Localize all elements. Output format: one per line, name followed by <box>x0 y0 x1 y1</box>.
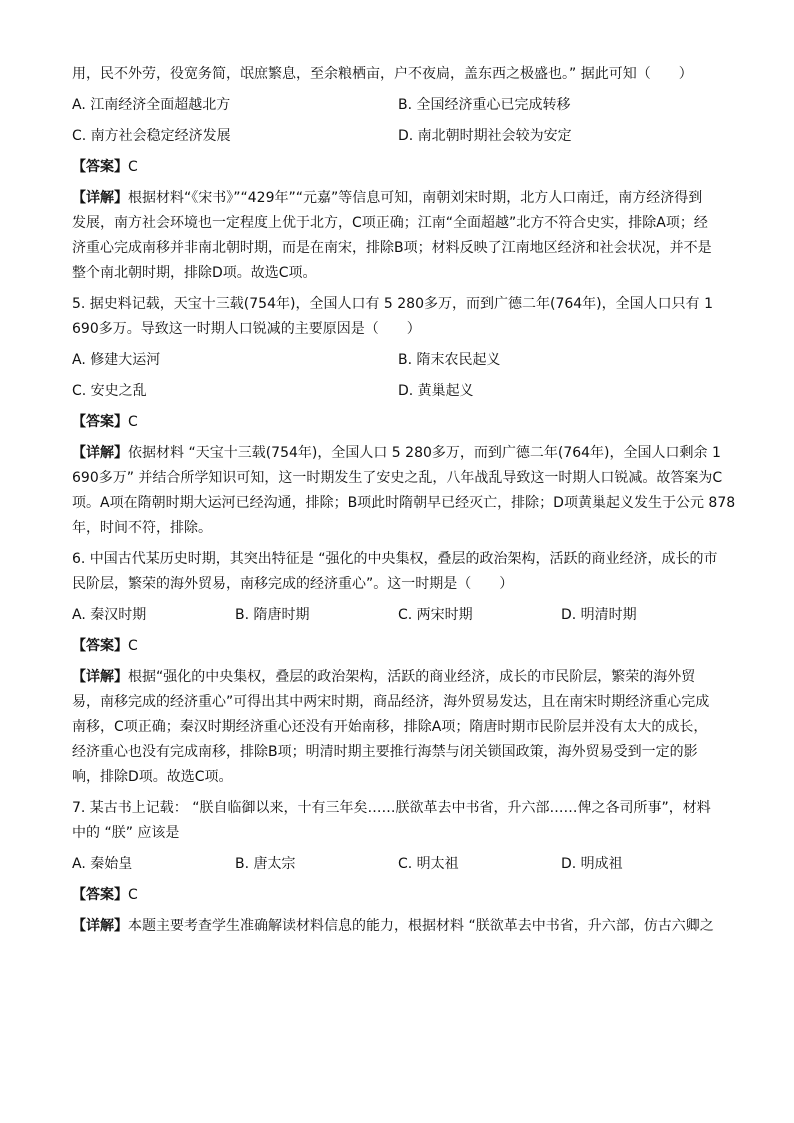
detail-text: 本题主要考查学生准确解读材料信息的能力，根据材料 “朕欲革去中书省，升六部，仿古六卿之 <box>128 918 714 934</box>
answer-line <box>72 634 724 659</box>
option-d: D. 黄巢起义 <box>398 383 474 399</box>
question-stem-line: 690多万。导致这一时期人口锐减的主要原因是（ ） <box>72 321 421 337</box>
detail-line: 响，排除D项。故选C项。 <box>72 769 233 785</box>
detail-line: 发展，南方社会环境也一定程度上优于北方，C项正确；江南“全面超越”北方不符合史实，排除A项；经 <box>72 215 708 231</box>
answer-value: C <box>128 414 138 430</box>
question-4 <box>72 62 724 286</box>
detail-block <box>72 441 736 541</box>
question-stem-line: 6. 中国古代某历史时期，其突出特征是 “强化的中央集权，叠层的政治架构，活跃的商业经济，成长的市 <box>72 551 718 567</box>
option-d: D. 明成祖 <box>561 856 623 872</box>
detail-text: 根据材料“《宋书》”“429年”“元嘉”等信息可知，南朝刘宋时期，北方人口南迁，南方经济得到 <box>128 190 703 206</box>
detail-line <box>72 914 724 939</box>
question-stem <box>72 796 724 846</box>
option-a: A. 修建大运河 <box>72 352 161 368</box>
options-row <box>72 852 724 877</box>
option-b: B. 唐太宗 <box>235 856 296 872</box>
detail-line: 易，南移完成的经济重心”可得出其中两宋时期，商品经济，海外贸易发达，且在南宋时期经济重心完成 <box>72 694 710 710</box>
detail-block <box>72 665 724 790</box>
options-row <box>72 124 724 149</box>
question-stem-line: 5. 据史料记载，天宝十三载(754年)，全国人口有 5 280多万，而到广德二年(764年)，全国人口只有 1 <box>72 296 713 312</box>
answer-value: C <box>128 159 138 175</box>
detail-tag: 【详解】 <box>72 445 128 461</box>
option-c: C. 两宋时期 <box>398 607 473 623</box>
detail-tag: 【详解】 <box>72 190 128 206</box>
option-a: A. 秦始皇 <box>72 856 133 872</box>
question-6 <box>72 547 724 790</box>
answer-tag: 【答案】 <box>72 887 128 903</box>
question-7 <box>72 796 724 939</box>
option-b: B. 隋末农民起义 <box>398 352 501 368</box>
detail-line: 经济重心也没有完成南移，排除B项；明清时期主要推行海禁与闭关锁国政策，海外贸易受到一定的影 <box>72 744 698 760</box>
detail-block <box>72 914 724 939</box>
detail-text: 根据“强化的中央集权，叠层的政治架构，活跃的商业经济，成长的市民阶层，繁荣的海外贸 <box>128 669 696 685</box>
answer-tag: 【答案】 <box>72 159 128 175</box>
detail-line: 690多万” 并结合所学知识可知，这一时期发生了安史之乱，八年战乱导致这一时期人口锐减。故答案为C <box>72 470 723 486</box>
option-a: A. 江南经济全面超越北方 <box>72 97 231 113</box>
detail-line <box>72 186 724 211</box>
detail-block <box>72 186 724 286</box>
answer-line <box>72 410 724 435</box>
answer-value: C <box>128 887 138 903</box>
answer-line <box>72 155 724 180</box>
question-stem-line: 用，民不外劳，役宽务简，氓庶繁息，至余粮栖亩，户不夜扃，盖东西之极盛也。” 据此可知（ ） <box>72 66 693 82</box>
question-5 <box>72 292 736 541</box>
question-stem <box>72 292 724 342</box>
option-d: D. 明清时期 <box>561 607 637 623</box>
detail-line: 南移，C项正确；秦汉时期经济重心还没有开始南移，排除A项；隋唐时期市民阶层并没有太大的成长， <box>72 719 708 735</box>
detail-line <box>72 441 724 466</box>
option-a: A. 秦汉时期 <box>72 607 147 623</box>
detail-line: 项。A项在隋朝时期大运河已经沟通，排除；B项此时隋朝早已经灭亡，排除；D项黄巢起义发生于公元 878 <box>72 495 736 511</box>
option-c: C. 南方社会稳定经济发展 <box>72 128 231 144</box>
detail-line: 济重心完成南移并非南北朝时期，而是在南宋，排除B项；材料反映了江南地区经济和社会状况，并不是 <box>72 240 712 256</box>
question-stem <box>72 547 724 597</box>
answer-tag: 【答案】 <box>72 638 128 654</box>
detail-text: 依据材料 “天宝十三载(754年)，全国人口 5 280多万，而到广德二年(764年)，全国人口剩余 1 <box>128 445 721 461</box>
detail-line <box>72 665 724 690</box>
question-stem-line: 中的 “朕” 应该是 <box>72 825 180 841</box>
option-d: D. 南北朝时期社会较为安定 <box>398 128 572 144</box>
document-page <box>72 62 736 945</box>
question-stem-line: 民阶层，繁荣的海外贸易，南移完成的经济重心”。这一时期是（ ） <box>72 576 514 592</box>
option-b: B. 隋唐时期 <box>235 607 310 623</box>
answer-line <box>72 883 724 908</box>
detail-tag: 【详解】 <box>72 669 128 685</box>
detail-line: 整个南北朝时期，排除D项。故选C项。 <box>72 265 317 281</box>
options-row <box>72 603 724 628</box>
question-stem-line: 7. 某古书上记载： “朕自临御以来，十有三年矣……朕欲革去中书省，升六部……俾之各司所事”，材料 <box>72 800 711 816</box>
answer-value: C <box>128 638 138 654</box>
options-row <box>72 379 724 404</box>
option-b: B. 全国经济重心已完成转移 <box>398 97 571 113</box>
answer-tag: 【答案】 <box>72 414 128 430</box>
option-c: C. 安史之乱 <box>72 383 147 399</box>
detail-tag: 【详解】 <box>72 918 128 934</box>
detail-line: 年，时间不符，排除。 <box>72 520 212 536</box>
options-row <box>72 348 724 373</box>
options-row <box>72 93 724 118</box>
option-c: C. 明太祖 <box>398 856 459 872</box>
